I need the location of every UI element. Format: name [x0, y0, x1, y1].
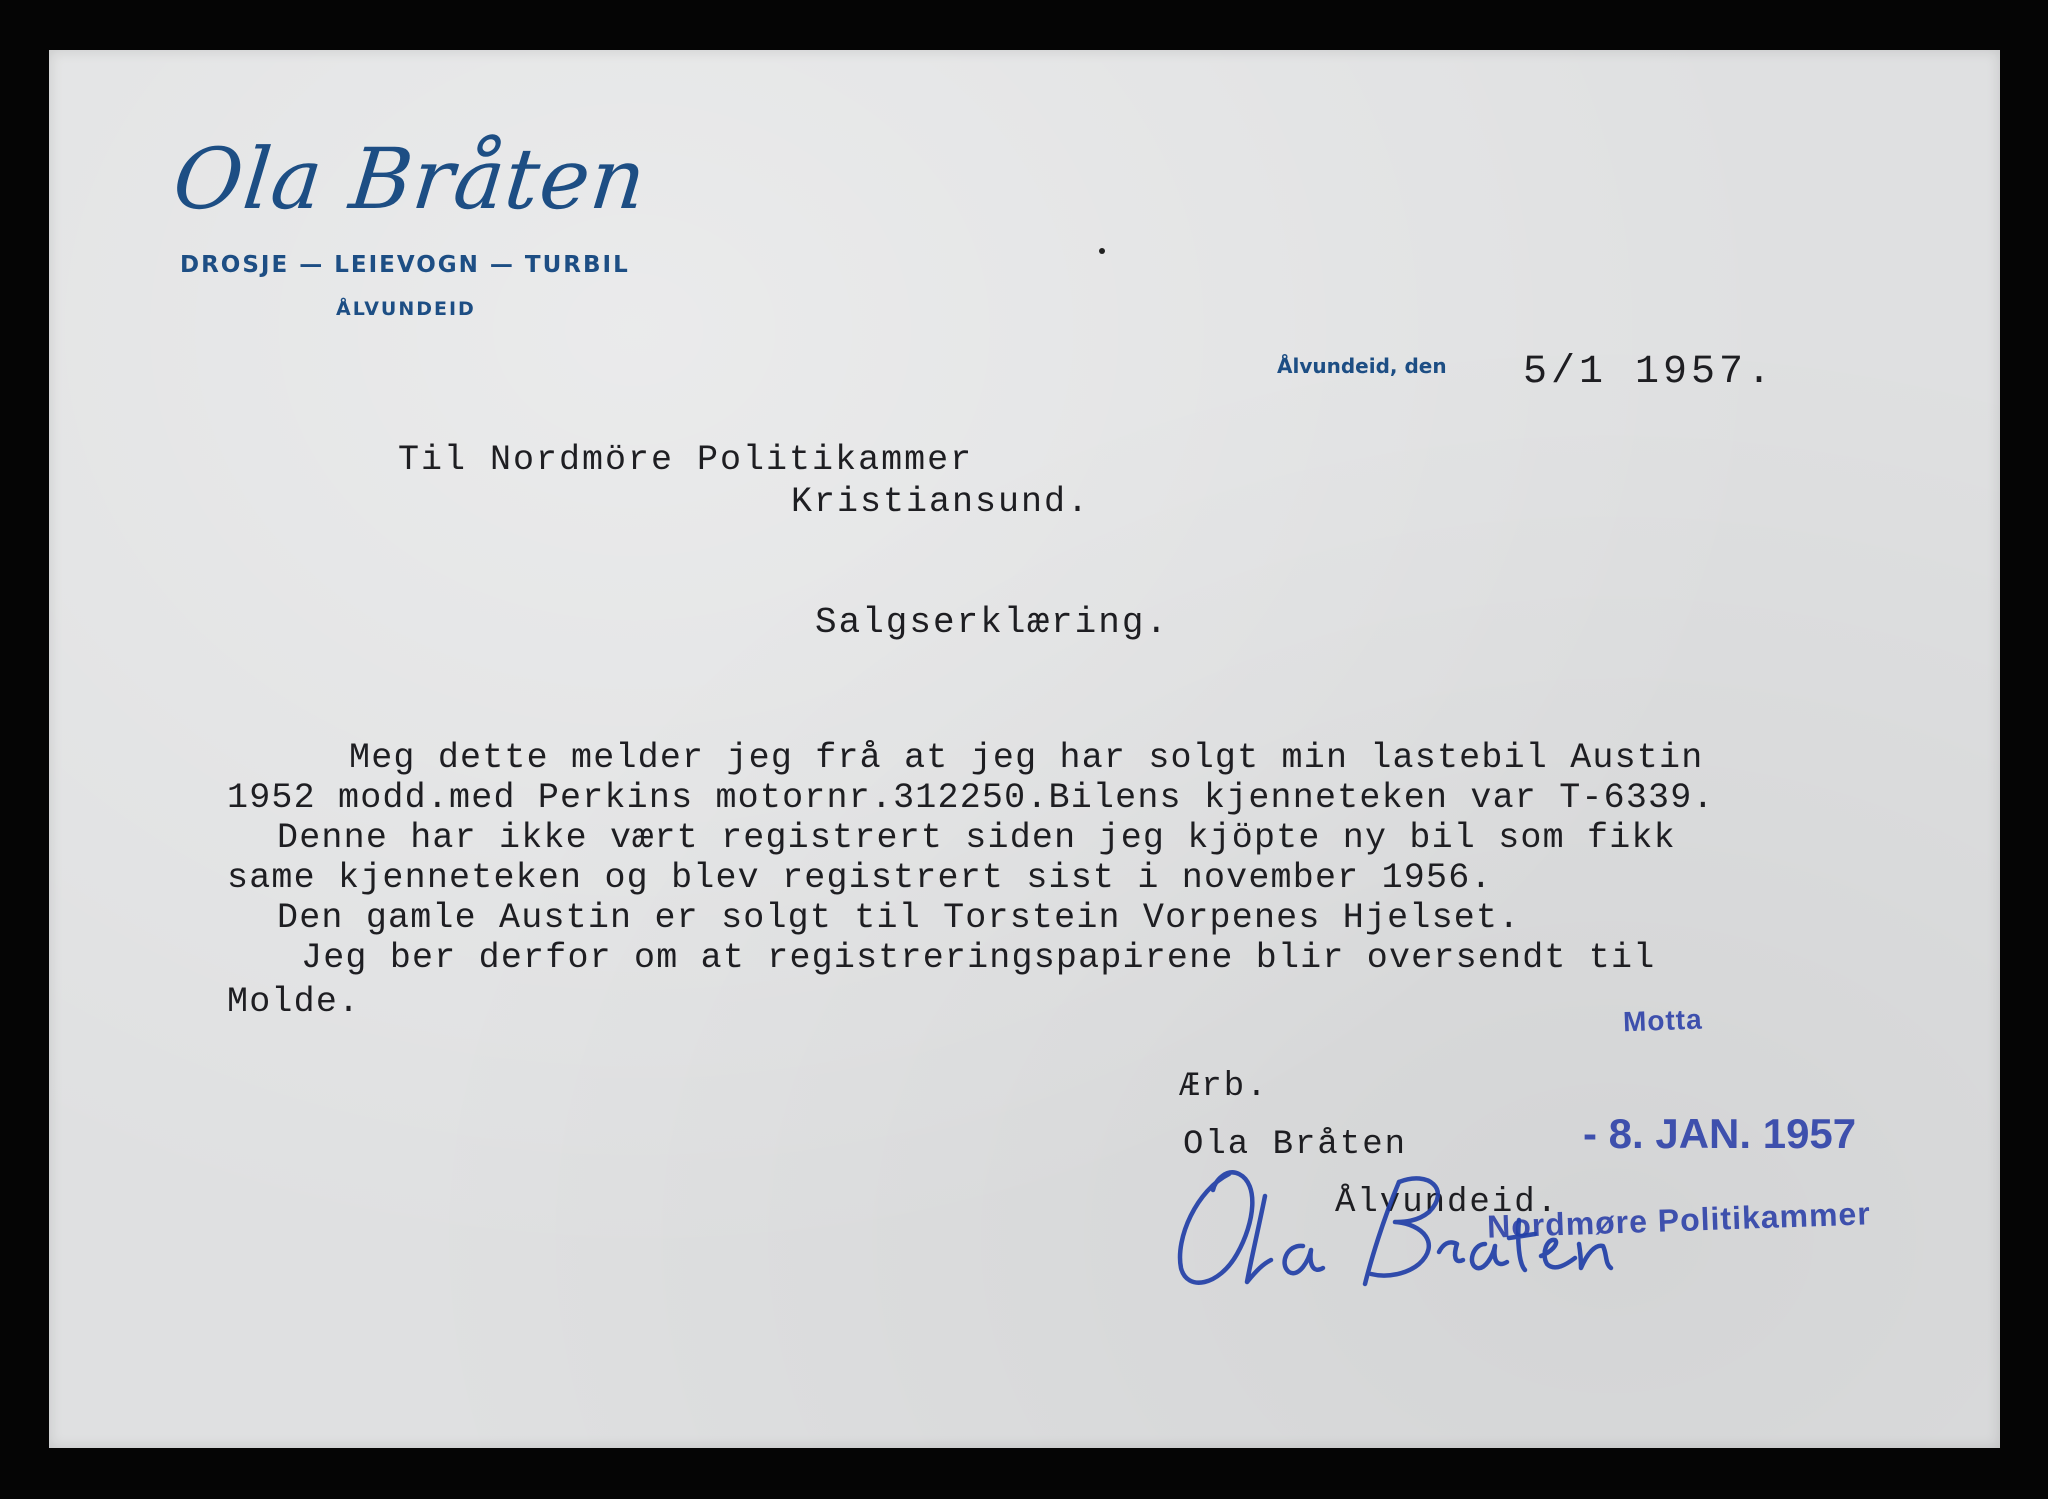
handwritten-signature — [1167, 1160, 1627, 1300]
body-line: 1952 modd.med Perkins motornr.312250.Bilens kjenneteken var T-6339. — [227, 778, 1715, 818]
body-line: Meg dette melder jeg frå at jeg har solgt min lastebil Austin — [349, 738, 1704, 778]
body-line: same kjenneteken og blev registrert sist i november 1956. — [227, 858, 1493, 898]
letterhead-location: ÅLVUNDEID — [336, 298, 476, 320]
body-line: Jeg ber derfor om at registreringspapirene blir oversendt til — [301, 938, 1656, 978]
closing-place: Ålvundeid. — [1335, 1184, 1560, 1222]
ink-dot — [1099, 248, 1105, 254]
stamp-office: Nordmøre Politikammer — [1486, 1195, 1872, 1245]
letterhead-name: Ola Bråten — [168, 130, 652, 228]
closing-greeting: Ærb. — [1179, 1068, 1269, 1106]
stamp-date: - 8. JAN. 1957 — [1583, 1110, 1857, 1157]
dateline-value: 5/1 1957. — [1523, 350, 1776, 395]
letterhead-services: DROSJE — LEIEVOGN — TURBIL — [180, 252, 630, 278]
body-line: Molde. — [227, 982, 361, 1022]
recipient-line-1: Til Nordmöre Politikammer — [398, 440, 974, 480]
letter-sheet — [49, 50, 2000, 1448]
letter-title: Salgserklæring. — [815, 602, 1170, 643]
recipient-line-2: Kristiansund. — [791, 482, 1091, 522]
dateline-label: Ålvundeid, den — [1277, 354, 1447, 378]
body-line: Den gamle Austin er solgt til Torstein Vorpenes Hjelset. — [277, 898, 1521, 938]
closing-name: Ola Bråten — [1183, 1126, 1408, 1164]
body-line: Denne har ikke vært registrert siden jeg kjöpte ny bil som fikk — [277, 818, 1676, 858]
stamp-received: Motta — [1622, 1003, 1704, 1038]
